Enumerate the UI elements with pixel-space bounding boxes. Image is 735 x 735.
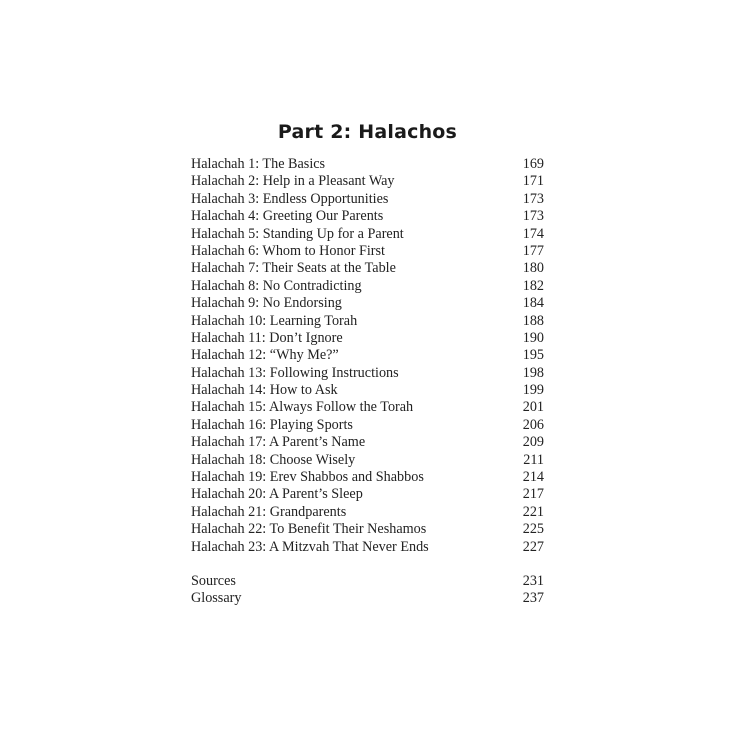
toc-entry [191,434,544,451]
entry-title: Halachah 2: Help in a Pleasant Way [191,173,395,190]
entry-page-number: 169 [522,156,544,172]
toc-entry [191,504,544,521]
entry-page-number: 231 [522,572,544,589]
entry-title: Halachah 4: Greeting Our Parents [191,208,384,225]
entry-page-number: 184 [522,295,544,312]
toc-entry [191,278,544,295]
toc-entry [191,417,544,434]
entry-page-number: 174 [522,225,544,242]
entry-title: Halachah 11: Don’t Ignore [191,329,343,346]
toc-entry [191,330,544,347]
entry-page-number: 177 [522,242,544,259]
entry-page-number: 237 [522,590,544,607]
entry-title: Halachah 10: Learning Torah [191,312,358,329]
entry-title: Halachah 19: Erev Shabbos and Shabbos [191,469,424,486]
entry-title: Halachah 15: Always Follow the Torah [191,399,414,416]
toc-entry [191,486,544,503]
entry-page-number: 199 [522,382,544,399]
entry-title: Halachah 3: Endless Opportunities [191,190,389,207]
toc-entry [191,260,544,277]
entry-page-number: 198 [522,364,544,381]
entry-title: Halachah 13: Following Instructions [191,364,399,381]
entry-page-number: 206 [522,416,544,433]
entry-title: Halachah 23: A Mitzvah That Never Ends [191,538,429,555]
entry-page-number: 211 [523,451,544,468]
entry-title: Halachah 18: Choose Wisely [191,451,356,468]
toc-entry [191,539,544,556]
toc-entry [191,191,544,208]
entry-title: Halachah 22: To Benefit Their Neshamos [191,521,427,538]
entry-page-number: 221 [522,503,544,520]
entry-title: Halachah 17: A Parent’s Name [191,434,366,451]
table-of-contents [191,156,544,608]
toc-entry [191,399,544,416]
section-title: Part 2: Halachos [277,121,458,143]
entry-page-number: 180 [522,260,544,277]
entry-title: Halachah 8: No Contradicting [191,277,362,294]
entry-page-number: 225 [522,521,544,538]
toc-entry [191,313,544,330]
entry-title: Glossary [191,590,242,607]
entry-title: Sources [191,572,236,589]
toc-entry [191,226,544,243]
entry-title: Halachah 20: A Parent’s Sleep [191,486,363,503]
entry-title: Halachah 14: How to Ask [191,382,338,399]
entry-title: Halachah 6: Whom to Honor First [191,242,385,259]
toc-entry [191,295,544,312]
entry-page-number: 182 [522,277,544,294]
entry-page-number: 217 [522,486,544,503]
entry-page-number: 195 [522,347,544,364]
entry-title: Halachah 21: Grandparents [191,503,347,520]
entry-page-number: 188 [522,312,544,329]
toc-entry [191,382,544,399]
toc-entry [191,208,544,225]
entry-title: Halachah 9: No Endorsing [191,295,342,312]
entry-page-number: 190 [522,329,544,346]
toc-entry [191,156,544,173]
toc-entry [191,521,544,538]
toc-entry-glossary [191,590,544,607]
toc-entry [191,173,544,190]
toc-entry [191,365,544,382]
entry-title: Halachah 12: “Why Me?” [191,347,339,364]
entry-title: Halachah 5: Standing Up for a Parent [191,225,404,242]
entry-page-number: 201 [522,399,544,416]
toc-entry [191,347,544,364]
toc-entry [191,243,544,260]
toc-entry [191,452,544,469]
entry-page-number: 227 [522,538,544,555]
entry-title: Halachah 16: Playing Sports [191,416,353,433]
entry-title: Halachah 1: The Basics [191,156,326,172]
toc-entry [191,469,544,486]
toc-entry-sources [191,573,544,590]
entry-page-number: 209 [522,434,544,451]
entry-page-number: 214 [522,469,544,486]
section-spacer [191,556,544,573]
entry-page-number: 171 [522,173,544,190]
entry-page-number: 173 [522,190,544,207]
entry-title: Halachah 7: Their Seats at the Table [191,260,396,277]
entry-page-number: 173 [522,208,544,225]
